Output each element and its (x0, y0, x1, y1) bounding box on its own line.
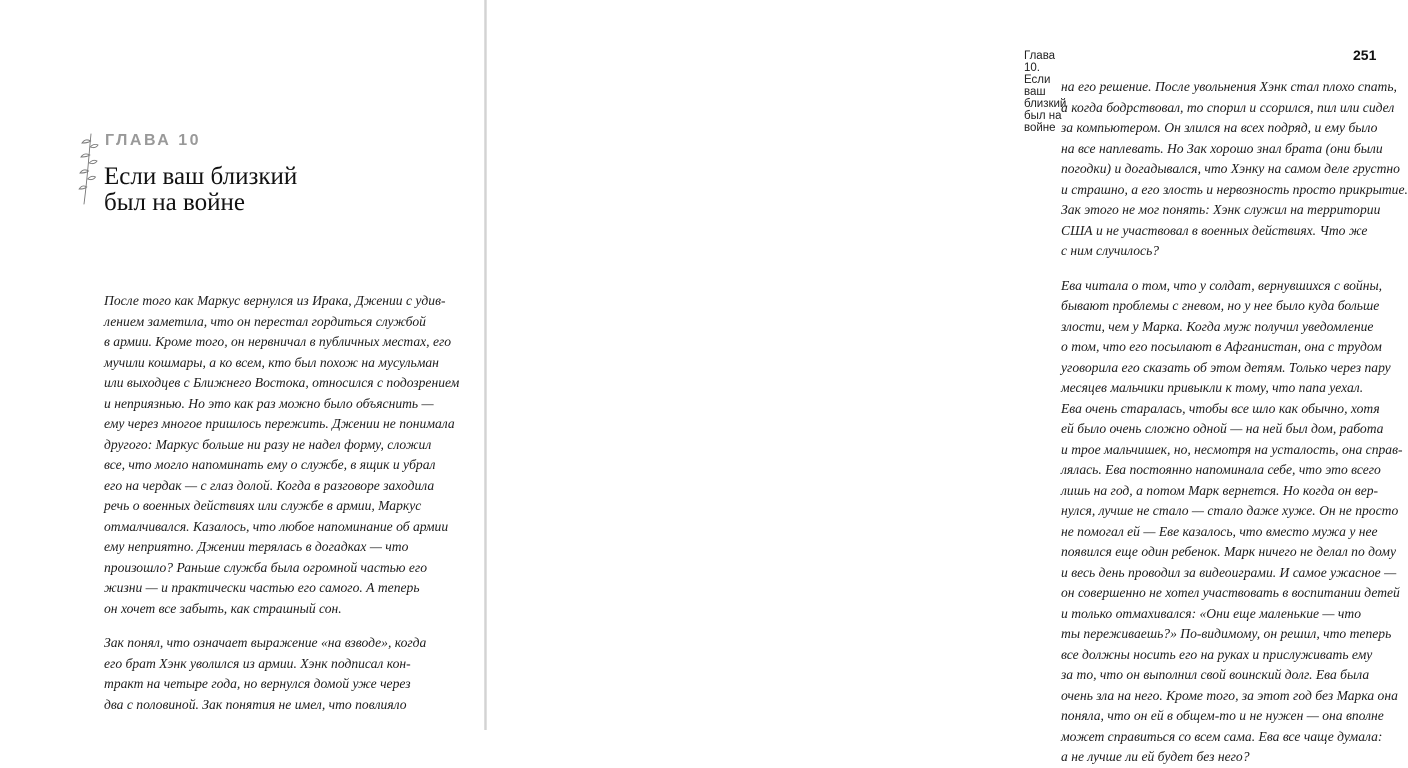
left-body-text (104, 291, 460, 715)
page-number: 251 (1353, 47, 1377, 63)
text-line: ему неприятно. Джении терялась в догадках — что (104, 539, 409, 554)
text-line: Зак этого не мог понять: Хэнк служил на территории (1061, 202, 1381, 217)
right-body-text (1061, 77, 1408, 768)
text-line: речь о военных действиях или службе в армии, Маркус (104, 498, 422, 513)
text-line: месяцев мальчики привыкли к тому, что папа уехал. (1061, 380, 1364, 395)
text-line: Ева очень старалась, чтобы все шло как обычно, хотя (1061, 400, 1380, 416)
paragraph (104, 291, 460, 619)
paragraph (1061, 276, 1403, 768)
text-line: о том, что его посылают в Афганистан, она с трудом (1061, 339, 1382, 354)
text-line: с ним случилось? (1061, 243, 1160, 258)
text-line: за компьютером. Он злился на всех подряд, и ему было (1061, 120, 1378, 135)
text-line: может справиться со всем сама. Ева все чаще думала: (1061, 728, 1383, 744)
text-line: и трое мальчишек, но, несмотря на усталость, она справ- (1061, 441, 1403, 457)
text-line: ей было очень сложно одной — на ней был дом, работа (1061, 421, 1384, 436)
text-line: на его решение. После увольнения Хэнк стал плохо спать, (1061, 79, 1397, 94)
text-line: ему через многое пришлось пережить. Джении не понимала (104, 416, 455, 431)
leaf-sprig-icon (78, 133, 100, 205)
text-line: его брат Хэнк уволился из армии. Хэнк подписал кон- (104, 655, 411, 671)
text-line: и страшно, а его злость и нервозность просто прикрытие. (1061, 181, 1408, 197)
text-line: После того как Маркус вернулся из Ирака, Джении с удив- (104, 293, 446, 308)
text-line: Ева читала о том, что у солдат, вернувшихся с войны, (1061, 277, 1383, 293)
text-line: а не лучше ли ей будет без него? (1061, 749, 1250, 764)
text-line: он совершенно не хотел участвовать в воспитании детей (1061, 585, 1400, 600)
left-page (0, 0, 484, 730)
text-line: или выходцев с Ближнего Востока, относился с подозрением (104, 375, 460, 390)
text-line: нулся, лучше не стало — стало даже хуже. Он не просто (1061, 503, 1399, 518)
text-line: на все наплевать. Но Зак хорошо знал брата (они были (1061, 140, 1383, 156)
text-line: все, что могло напоминать ему о службе, в ящик и убрал (104, 457, 436, 472)
text-line: его на чердак — с глаз долой. Когда в разговоре заходила (104, 477, 435, 493)
right-page (487, 0, 1408, 764)
text-line: лялась. Ева постоянно напоминала себе, что это всего (1061, 462, 1381, 477)
text-line: лишь на год, а потом Марк вернется. Но когда он вер- (1061, 482, 1379, 498)
text-line: отмалчивался. Казалось, что любое напоминание об армии (104, 518, 449, 534)
paragraph (1061, 77, 1408, 262)
text-line: США и не участвовал в военных действиях. Что же (1061, 222, 1368, 238)
paragraph-gap (104, 619, 400, 633)
text-line: бывают проблемы с гневом, но у нее было куда больше (1061, 298, 1380, 313)
text-line: все должны носить его на руках и прислуживать ему (1061, 646, 1373, 662)
text-line: погодки) и догадывался, что Хэнку на самом деле грустно (1061, 161, 1400, 176)
text-line: поняла, что он ей в общем-то и не нужен — она вполне (1061, 708, 1384, 723)
text-line: злости, чем у Марка. Когда муж получил уведомление (1061, 318, 1374, 334)
text-line: жизни — и практически частью его самого. А теперь (104, 580, 420, 595)
text-line: ты переживаешь?» По-видимому, он решил, что теперь (1061, 626, 1392, 641)
text-line: лением заметила, что он перестал гордиться службой (104, 313, 426, 329)
paragraph (104, 633, 427, 715)
chapter-title (104, 164, 434, 216)
text-line: он хочет все забыть, как страшный сон. (104, 600, 342, 616)
text-line: а когда бодрствовал, то спорил и ссорился, пил или сидел (1061, 99, 1395, 115)
chapter-title-line: был на войне (104, 189, 245, 216)
text-line: в армии. Кроме того, он нервничал в публичных местах, его (104, 334, 452, 349)
chapter-title-line: Если ваш близкий (104, 163, 298, 190)
text-line: два с половиной. Зак понятия не имел, что повлияло (104, 696, 407, 712)
text-line: за то, что он выполнил свой воинский долг. Ева была (1061, 667, 1370, 682)
text-line: и неприязнью. Но это как раз можно было объяснить — (104, 395, 434, 411)
text-line: не помогал ей — Еве казалось, что вместо мужа у нее (1061, 523, 1378, 539)
paragraph-gap (1061, 262, 1353, 276)
chapter-label: ГЛАВА 10 (105, 132, 202, 149)
running-head: Глава 10. Если ваш близкий был на войне (1024, 50, 1067, 134)
text-line: тракт на четыре года, но вернулся домой уже через (104, 676, 411, 691)
text-line: очень зла на него. Кроме того, за этот год без Марка она (1061, 687, 1398, 703)
text-line: Зак понял, что означает выражение «на взводе», когда (104, 635, 427, 650)
text-line: мучили кошмары, а ко всем, кто был похож на мусульман (104, 354, 439, 370)
text-line: произошло? Раньше служба была огромной частью его (104, 559, 427, 575)
text-line: уговорила его сказать об этом детям. Только через пару (1061, 359, 1391, 375)
text-line: и весь день проводил за видеоиграми. И самое ужасное — (1061, 564, 1397, 580)
text-line: и только отмахивался: «Они еще маленькие — что (1061, 605, 1362, 621)
text-line: появился еще один ребенок. Марк ничего не делал по дому (1061, 544, 1397, 559)
text-line: другого: Маркус больше ни разу не надел форму, сложил (104, 436, 432, 452)
